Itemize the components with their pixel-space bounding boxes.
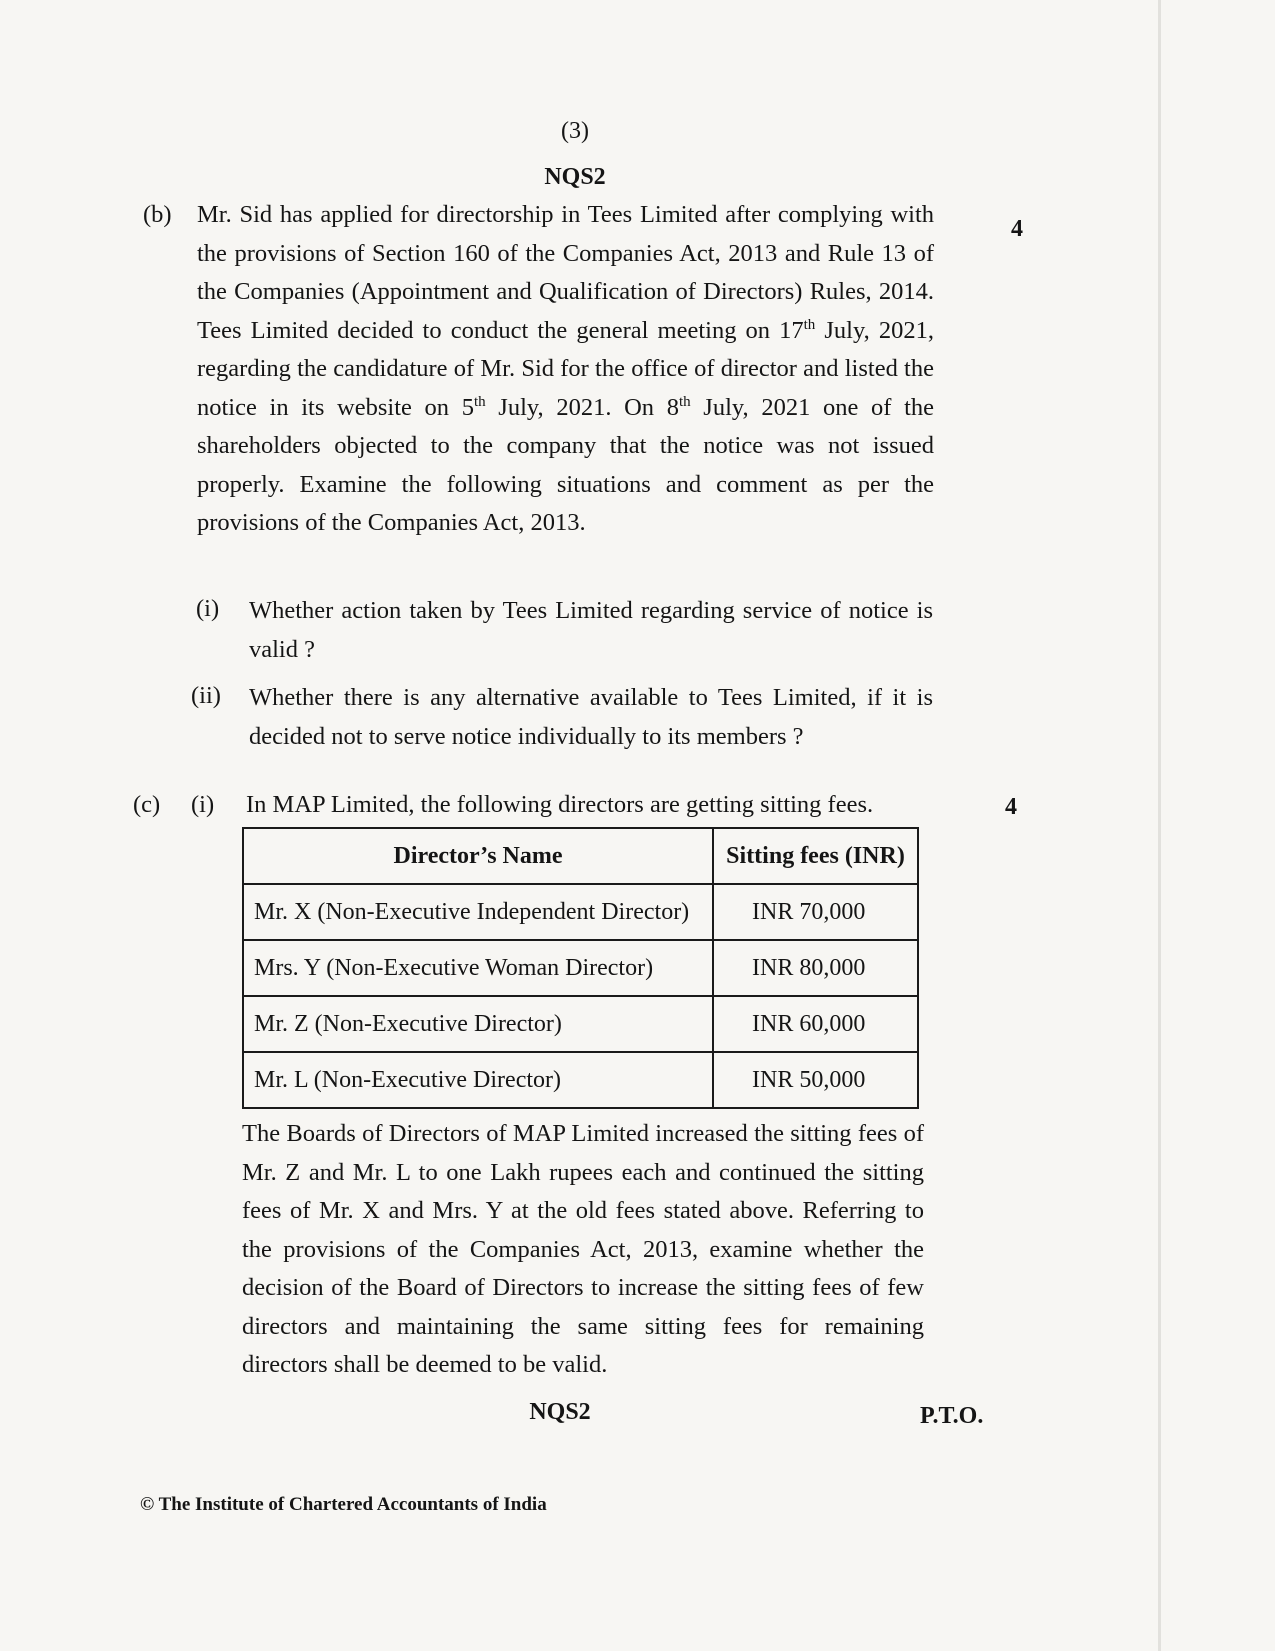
paper-code-footer: NQS2 [529, 1399, 591, 1425]
director-name-cell: Mrs. Y (Non-Executive Woman Director) [243, 940, 713, 996]
question-b-marks: 4 [1011, 216, 1023, 242]
sitting-fee-cell: INR 50,000 [713, 1052, 918, 1108]
director-name-cell: Mr. Z (Non-Executive Director) [243, 996, 713, 1052]
question-c-label: (c) [133, 791, 161, 818]
page-edge-shadow [1158, 0, 1161, 1651]
director-name-cell: Mr. L (Non-Executive Director) [243, 1052, 713, 1108]
question-b-sub-ii-label: (ii) [191, 682, 221, 709]
question-c-sub-i-label: (i) [191, 791, 215, 818]
question-b-sub-ii-text: Whether there is any alternative available to Tees Limited, if it is decided not to serve notice individually to its members ? [249, 684, 933, 750]
pto-label: P.T.O. [920, 1403, 984, 1429]
director-name-cell: Mr. X (Non-Executive Independent Director) [243, 884, 713, 940]
question-c-paragraph: The Boards of Directors of MAP Limited increased the sitting fees of Mr. Z and Mr. L to one Lakh rupees each and continued the sitting fees of Mr. X and Mrs. Y at the old fees stated above. Referring to the provisions of the Companies Act, 2013, examine whether the decision of the Board of Directors to increase the sitting fees of few directors and maintaining the same sitting fees for remaining directors shall be deemed to be valid. [242, 1120, 924, 1378]
page-number: (3) [561, 118, 589, 144]
table-row [243, 940, 918, 996]
question-b-sub-i-label: (i) [196, 595, 220, 622]
paper-code-header: NQS2 [544, 164, 606, 190]
table-row [243, 884, 918, 940]
sitting-fee-cell: INR 60,000 [713, 996, 918, 1052]
column-header-sitting-fees: Sitting fees (INR) [713, 828, 918, 884]
question-b-sub-i-text: Whether action taken by Tees Limited regarding service of notice is valid ? [249, 597, 933, 663]
table-header-row [243, 828, 918, 884]
question-b-label: (b) [143, 201, 172, 228]
sitting-fee-cell: INR 70,000 [713, 884, 918, 940]
copyright-notice: © The Institute of Chartered Accountants of India [140, 1494, 547, 1515]
question-c-marks: 4 [1005, 794, 1017, 820]
table-row [243, 1052, 918, 1108]
sitting-fees-table [242, 827, 919, 1109]
table-row [243, 996, 918, 1052]
question-c-intro: In MAP Limited, the following directors are getting sitting fees. [246, 791, 874, 818]
question-b-paragraph: Mr. Sid has applied for directorship in Tees Limited after complying with the provisions of Section 160 of the Companies Act, 2013 and Rule 13 of the Companies (Appointment and Qualification of Directors) Rules, 2014. Tees Limited decided to conduct the general meeting on 17th July, 2021, regarding the candidature of Mr. Sid for the office of director and listed the notice in its website on 5th July, 2021. On 8th July, 2021 one of the shareholders objected to the company that the notice was not issued properly. Examine the following situations and comment as per the provisions of the Companies Act, 2013. [197, 201, 934, 536]
sitting-fee-cell: INR 80,000 [713, 940, 918, 996]
column-header-director-name: Director’s Name [243, 828, 713, 884]
